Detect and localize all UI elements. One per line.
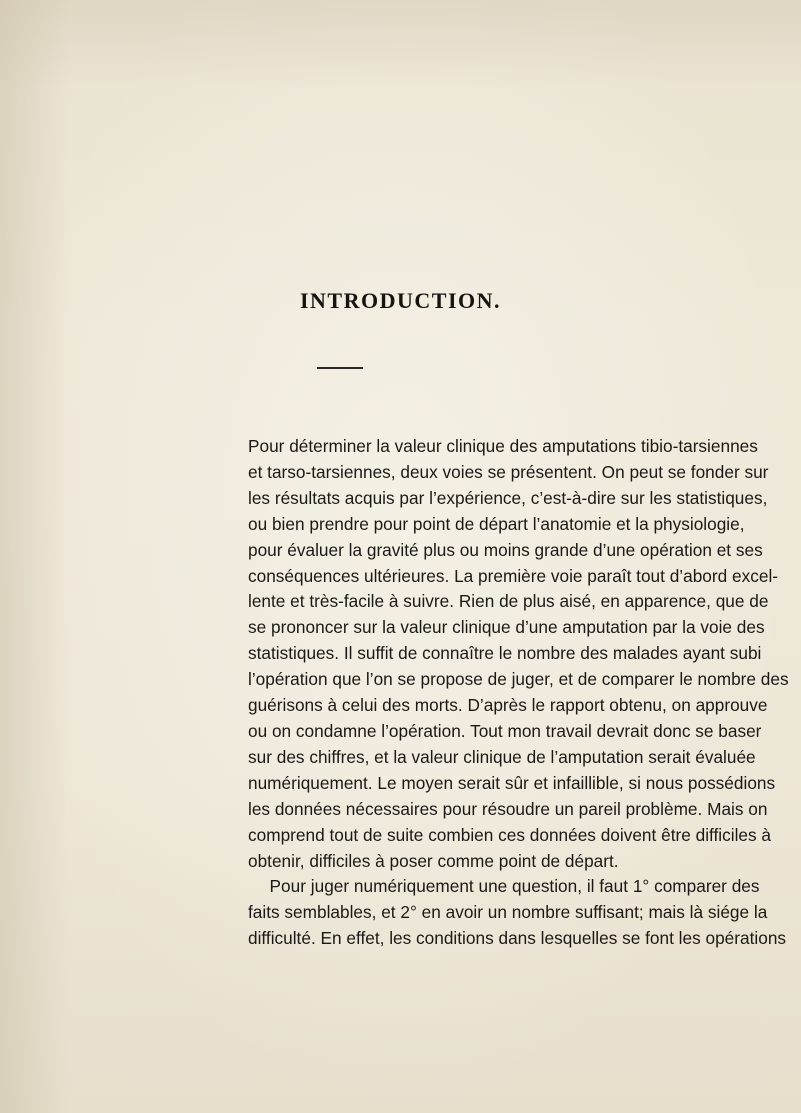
text-line: et tarso-tarsiennes, deux voies se présentent. On peut se fonder sur bbox=[248, 461, 769, 482]
text-line: pour évaluer la gravité plus ou moins grande d’une opération et ses bbox=[248, 539, 763, 560]
text-line: les résultats acquis par l’expérience, c’est-à-dire sur les statistiques, bbox=[248, 487, 768, 508]
text-line: obtenir, difficiles à poser comme point de départ. bbox=[248, 850, 619, 871]
text-line: Pour juger numériquement une question, il faut 1° comparer des bbox=[269, 876, 760, 897]
text-line: l’opération que l’on se propose de juger, et de comparer le nombre des bbox=[248, 669, 789, 690]
text-line: difficulté. En effet, les conditions dans lesquelles se font les opérations bbox=[248, 928, 787, 949]
text-line: ou bien prendre pour point de départ l’anatomie et la physiologie, bbox=[248, 513, 745, 534]
text-line: faits semblables, et 2° en avoir un nombre suffisant; mais là siége la bbox=[248, 902, 768, 923]
body-text bbox=[248, 434, 789, 952]
text-line: sur des chiffres, et la valeur clinique de l’amputation serait évaluée bbox=[248, 746, 756, 767]
chapter-title: INTRODUCTION. bbox=[299, 288, 502, 313]
text-line: les données nécessaires pour résoudre un pareil problème. Mais on bbox=[248, 798, 768, 819]
text-line: conséquences ultérieures. La première voie paraît tout d’abord excel- bbox=[248, 565, 779, 586]
text-line: lente et très-facile à suivre. Rien de plus aisé, en apparence, que de bbox=[248, 591, 769, 612]
text-line: numériquement. Le moyen serait sûr et infaillible, si nous possédions bbox=[248, 772, 776, 793]
text-line: Pour déterminer la valeur clinique des amputations tibio-tarsiennes bbox=[248, 436, 758, 456]
text-line: guérisons à celui des morts. D’après le rapport obtenu, on approuve bbox=[248, 695, 768, 716]
text-line: comprend tout de suite combien ces données doivent être difficiles à bbox=[248, 824, 771, 845]
title-divider bbox=[317, 367, 363, 369]
text-line: statistiques. Il suffit de connaître le nombre des malades ayant subi bbox=[248, 643, 762, 664]
text-line: se prononcer sur la valeur clinique d’une amputation par la voie des bbox=[248, 617, 765, 638]
text-line: ou on condamne l’opération. Tout mon travail devrait donc se baser bbox=[248, 720, 762, 741]
